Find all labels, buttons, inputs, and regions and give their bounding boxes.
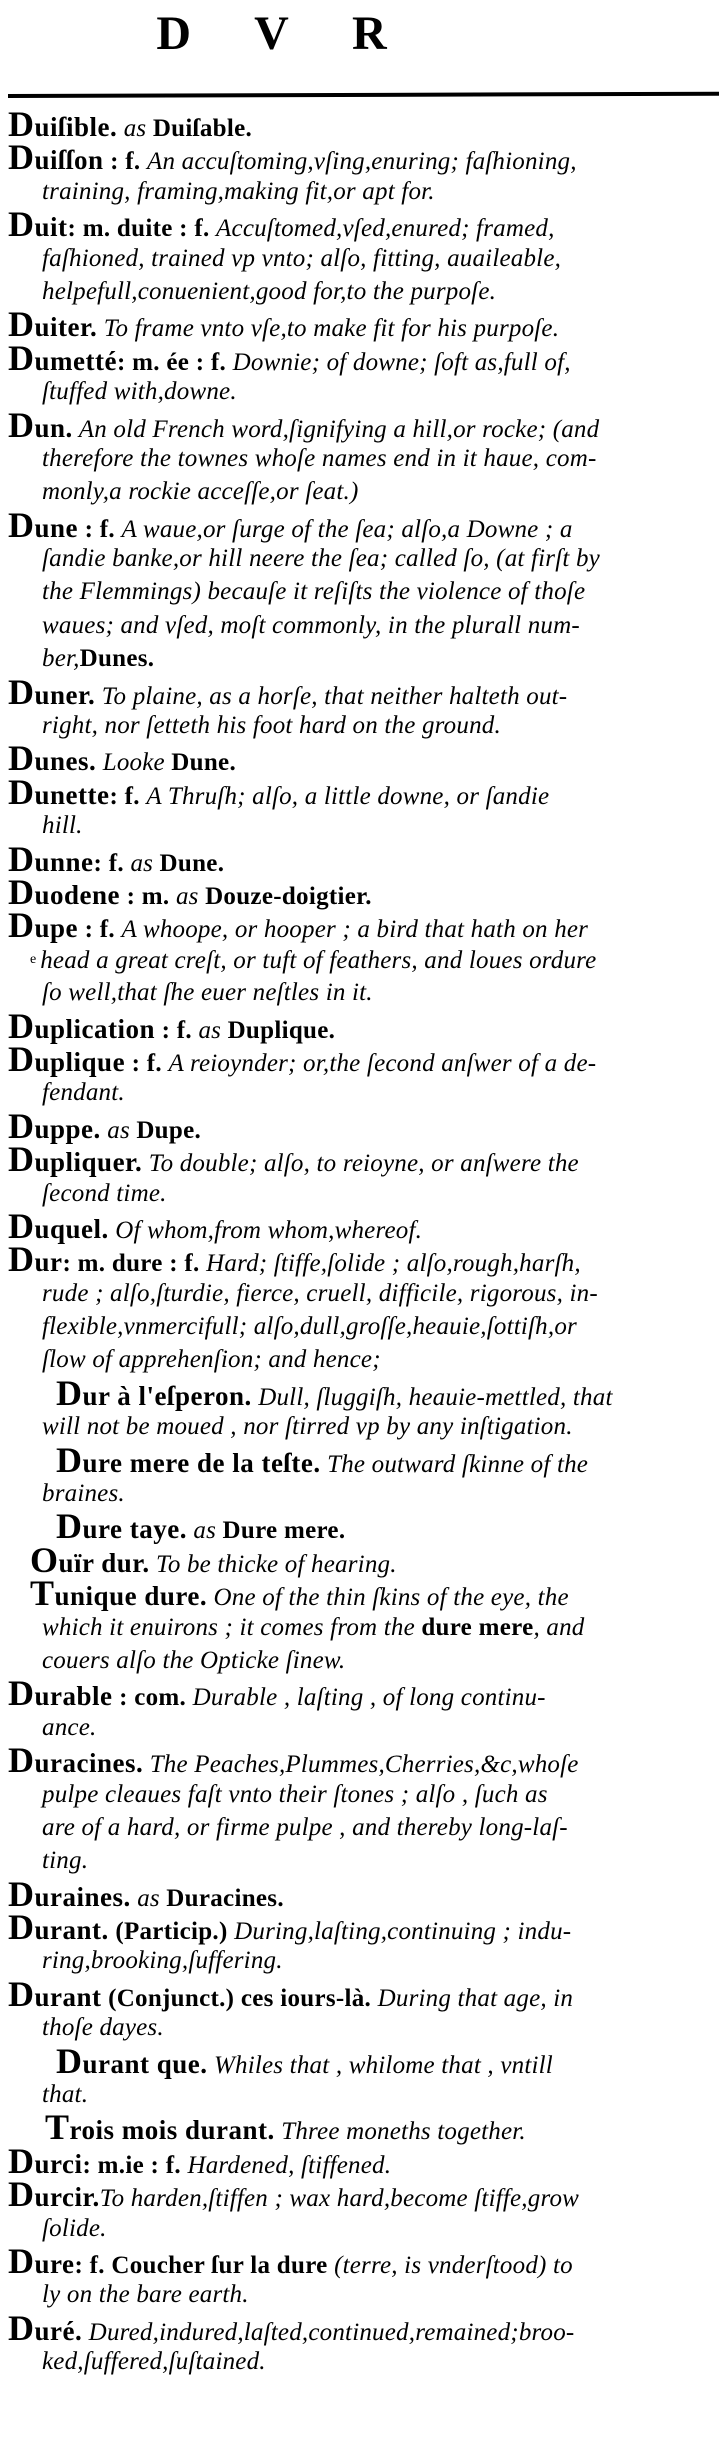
headword-initial-capital: D (8, 1139, 35, 1180)
entry-reference: Duplique. (227, 1016, 336, 1044)
entry-definition: as (100, 1116, 137, 1144)
headword-initial-capital: D (8, 2140, 35, 2181)
entry-line (0, 1277, 719, 1310)
entry-headword: Dupe (8, 905, 79, 946)
entry-definition: Accuſtomed,vſed,enured; framed, (216, 215, 555, 243)
entry-line (0, 1439, 719, 1480)
headword-initial-capital: D (8, 1005, 35, 1046)
entry-definition: the Flemmings) becauſe it reſiſts the violence of thoſe (42, 578, 586, 606)
entry-definition: A whoope, or hooper ; a bird that hath on her (121, 916, 589, 944)
entry-headword: Dunette (8, 771, 110, 812)
entry-definition: head a great creſt, or tuft of feathers, and loues ordure (40, 946, 597, 974)
headword-initial-capital: D (8, 1907, 35, 1948)
entry-headword: Duodene (8, 871, 121, 912)
headword-initial-capital: D (8, 905, 35, 946)
entry-headword: Duppe. (8, 1105, 101, 1146)
entry-definition: as (198, 1016, 228, 1044)
entry-headword: Duplication (8, 1005, 156, 1046)
entry-line (0, 504, 719, 545)
entry-definition: , and (533, 1613, 585, 1641)
entry-reference: dure mere (421, 1613, 534, 1641)
entry-line (0, 642, 719, 675)
entry-headword: Duit (8, 204, 68, 245)
entry-line (0, 175, 719, 208)
entry-definition: One of the thin ſkins of the eye, the (207, 1584, 569, 1612)
headword-initial-capital: D (8, 404, 35, 445)
entry-definition: hill. (42, 812, 83, 840)
entry-definition: rude ; alſo,ſturdie, fierce, cruell, difficile, rigorous, in- (42, 1279, 598, 1307)
entry-reference: : f. Coucher ſur la dure (74, 2252, 335, 2279)
dictionary-text (0, 104, 719, 2379)
entry-definition: faſhioned, trained vp vnto; alſo, fitting, auaileable, (42, 244, 562, 272)
headword-initial-capital: D (56, 1439, 83, 1480)
entry-definition: that. (42, 2081, 89, 2109)
entry-line (0, 475, 719, 508)
entry-line (0, 838, 719, 879)
entry-reference: Dure mere. (222, 1517, 346, 1545)
entry-definition: To be thicke of hearing. (149, 1550, 397, 1578)
entry-definition: ance. (42, 1713, 97, 1741)
headword-initial-capital: D (8, 1740, 35, 1781)
entry-line (0, 2011, 719, 2044)
entry-definition: During,laſting,continuing ; indu- (234, 1918, 572, 1946)
headword-initial-capital: D (8, 1239, 35, 1280)
headword-initial-capital: T (45, 2107, 70, 2148)
entry-line (0, 2078, 719, 2111)
headword-initial-capital: D (8, 1205, 35, 1246)
headword-initial-capital: D (8, 1105, 35, 1146)
entry-line (0, 1076, 719, 1109)
entry-definition: The outward ſkinne of the (320, 1450, 589, 1478)
entry-definition: To frame vnto vſe,to make fit for his purpoſe. (97, 315, 560, 343)
entry-reference: Dunes. (79, 645, 155, 673)
entry-definition: Of whom,from whom,whereof. (108, 1216, 423, 1244)
entry-definition: To plaine, as a horſe, that neither halteth out- (95, 682, 568, 710)
entry-reference: Duracines. (166, 1884, 284, 1912)
entry-definition: as (117, 115, 153, 142)
entry-reference: Duiſable. (152, 115, 253, 142)
entry-headword: Durant (8, 1973, 102, 2014)
entry-headword: Durcir. (8, 2174, 100, 2215)
entry-definition: ber, (42, 645, 80, 673)
entry-line (0, 1205, 719, 1246)
entry-line (0, 905, 719, 946)
entry-definition: couers alſo the Opticke ſinew. (42, 1646, 346, 1674)
entry-headword: Durci (8, 2140, 83, 2181)
entry-reference: : m. dure : f. (62, 1250, 207, 1278)
entry-reference: Dune. (171, 749, 236, 777)
entry-line (0, 1239, 719, 1280)
entry-line (0, 709, 719, 742)
entry-definition: as (130, 849, 160, 877)
entry-line (0, 575, 719, 608)
entry-line (0, 2241, 719, 2281)
entry-line (0, 1310, 719, 1343)
entry-definition: ſolide. (42, 2214, 107, 2242)
headword-initial-capital: D (8, 1873, 35, 1914)
entry-headword: Dure (8, 2241, 75, 2281)
entry-line (0, 1644, 719, 1677)
headword-initial-capital: D (8, 104, 35, 144)
entry-headword: Durant que. (56, 2040, 208, 2081)
entry-line (0, 671, 719, 712)
entry-definition: helpefull,conuenient,good for,to the purpoſe. (42, 277, 497, 305)
entry-definition: as (175, 882, 206, 910)
entry-definition: ſecond time. (42, 1179, 167, 1207)
entry-definition: ſo well,that ſhe euer neſtles in it. (42, 979, 373, 1007)
headword-initial-capital: D (8, 671, 35, 712)
entry-line (0, 1343, 719, 1376)
entry-line (0, 1873, 719, 1914)
entry-definition: Three moneths together. (274, 2118, 526, 2146)
entry-headword: Dumetté (8, 337, 117, 378)
entry-reference: Dupe. (136, 1116, 202, 1144)
entry-definition: fendant. (42, 1079, 125, 1107)
entry-line (0, 2174, 719, 2215)
headword-initial-capital: D (8, 2174, 35, 2215)
entry-line (0, 1038, 719, 1079)
entry-definition: will not be moued , nor ſtirred vp by any inſtigation. (42, 1413, 573, 1441)
entry-headword: Duiſſon (8, 137, 104, 178)
entry-definition: (terre, is vnderſtood) to (334, 2252, 573, 2279)
entry-line (0, 404, 719, 445)
entry-line (0, 304, 719, 345)
entry-definition: An accuſtoming,vſing,enuring; faſhioning, (147, 148, 577, 176)
entry-line (0, 1410, 719, 1443)
headword-initial-capital: D (8, 304, 35, 345)
entry-definition: Hardened, ſtiffened. (187, 2151, 392, 2179)
entry-definition: An old French word,ſignifying a hill,or rocke; (and (72, 415, 600, 443)
entry-headword: Duiſible. (8, 104, 118, 144)
entry-headword: Tunique dure. (30, 1573, 208, 1614)
entry-definition: therefore the townes whoſe names end in it haue, com- (42, 444, 597, 472)
entry-definition: Looke (96, 749, 172, 777)
entry-definition: Dured,indured,laſted,continued,remained;broo- (82, 2318, 575, 2346)
entry-line (0, 137, 719, 178)
entry-line (0, 442, 719, 475)
entry-headword: Duré. (8, 2307, 83, 2348)
entry-line (0, 1711, 719, 1744)
headword-initial-capital: D (8, 771, 35, 812)
entry-line (0, 609, 719, 642)
entry-headword: Duner. (8, 671, 96, 712)
entry-reference: : m. duite : f. (67, 215, 217, 243)
headword-initial-capital: D (8, 337, 35, 378)
page-header: D V R (156, 7, 413, 60)
entry-reference: Douze-doigtier. (205, 882, 372, 910)
entry-definition: Durable , laſting , of long continu- (192, 1684, 546, 1712)
entry-definition: thoſe dayes. (42, 2014, 164, 2042)
entry-definition: waues; and vſed, moſt commonly, in the plurall num- (42, 611, 580, 639)
entry-line (0, 2107, 719, 2148)
headword-initial-capital: D (8, 871, 35, 912)
entry-definition: braines. (42, 1480, 125, 1508)
entry-definition: pulpe cleaues faſt vnto their ſtones ; alſo , ſuch as (42, 1780, 548, 1808)
entry-definition: training, framing,making fit,or apt for. (42, 177, 435, 205)
entry-definition: ting. (42, 1847, 89, 1875)
entry-definition: To harden,ſtiffen ; wax hard,become ſtiffe,grow (99, 2185, 580, 2213)
entry-line (0, 2212, 719, 2245)
entry-reference: (Conjunct.) ces iours-là. (101, 1984, 378, 2012)
entry-definition: ſlow of apprehenſion; and hence; (42, 1346, 381, 1374)
entry-headword: Dur (8, 1239, 63, 1280)
headword-initial-capital: D (8, 504, 35, 545)
entry-reference: : com. (112, 1684, 193, 1712)
entry-definition: The Peaches,Plummes,Cherries,&c,whoſe (143, 1751, 579, 1779)
headword-initial-capital: D (8, 1038, 35, 1079)
entry-definition: monly,a rockie acceſſe,or ſeat.) (42, 478, 359, 506)
entry-definition: which it enuirons ; it comes from the (42, 1613, 422, 1641)
headword-initial-capital: D (8, 738, 35, 779)
entry-reference: : m.ie : f. (82, 2151, 188, 2179)
entry-definition: are of a hard, or firme pulpe , and thereby long-laſ- (42, 1813, 568, 1841)
entry-definition: ked,ſuffered,ſuſtained. (42, 2348, 266, 2376)
entry-line (0, 1673, 719, 1714)
entry-line (0, 1944, 719, 1977)
entry-line (0, 1740, 719, 1781)
headword-initial-capital: T (30, 1573, 55, 1614)
entry-definition: A Thruſh; alſo, a little downe, or ſandie (146, 782, 550, 810)
entry-headword: Dure taye. (56, 1506, 187, 1547)
entry-definition: ly on the bare earth. (42, 2281, 249, 2309)
entry-line (0, 1506, 719, 1547)
entry-line (0, 1844, 719, 1877)
entry-line (0, 1778, 719, 1811)
entry-definition: flexible,vnmercifull; alſo,dull,groſſe,heauie,ſottiſh,or (42, 1313, 577, 1341)
entry-headword: Duquel. (8, 1205, 109, 1246)
entry-headword: Dunne (8, 838, 94, 879)
entry-definition: During that age, in (377, 1984, 574, 2012)
entry-headword: Duplique (8, 1038, 126, 1079)
headword-initial-capital: D (56, 2040, 83, 2081)
entry-line (0, 871, 719, 912)
entry-reference: : f. (155, 1016, 199, 1044)
entry-reference: : f. (103, 148, 147, 176)
entry-definition: as (186, 1517, 223, 1545)
entry-definition: A reioynder; or,the ſecond anſwer of a de- (168, 1049, 597, 1077)
entry-definition: Dull, ſluggiſh, heauie-mettled, that (251, 1383, 613, 1411)
entry-headword: Dun. (8, 404, 73, 445)
entry-line (0, 1611, 719, 1644)
entry-line (0, 1973, 719, 2014)
entry-definition: Hard; ſtiffe,ſolide ; alſo,rough,harſh, (206, 1250, 581, 1278)
entry-definition: ſandie banke,or hill neere the ſea; called ſo, (at firſt by (42, 545, 600, 573)
entry-line (0, 943, 719, 976)
entry-headword: Dune (8, 504, 79, 545)
entry-line (0, 375, 719, 408)
headword-initial-capital: D (56, 1372, 83, 1413)
headword-initial-capital: D (8, 204, 35, 245)
entry-line (0, 204, 719, 245)
entry-line (0, 1139, 719, 1180)
entry-line (0, 2278, 719, 2311)
entry-line (0, 1907, 719, 1948)
entry-reference: : f. (109, 782, 147, 810)
entry-line (0, 738, 719, 779)
entry-reference: Dune. (159, 849, 225, 877)
entry-line (0, 1477, 719, 1510)
entry-line (0, 2040, 719, 2081)
entry-reference: : f. (78, 916, 122, 944)
entry-line (0, 2140, 719, 2181)
entry-line (0, 337, 719, 378)
entry-reference: e (30, 951, 37, 967)
entry-definition: A waue,or ſurge of the ſea; alſo,a Downe ; a (121, 515, 573, 543)
entry-reference: : m. (120, 882, 176, 910)
entry-reference: : f. (125, 1049, 169, 1077)
entry-reference: : f. (78, 515, 122, 543)
entry-headword: Ouïr dur. (30, 1539, 150, 1580)
headword-initial-capital: O (30, 1539, 59, 1580)
entry-headword: Dunes. (8, 738, 97, 779)
header-rule (8, 92, 719, 98)
entry-reference: : m. ée : f. (116, 348, 233, 376)
entry-headword: Duracines. (8, 1740, 144, 1781)
headword-initial-capital: D (8, 2241, 35, 2281)
entry-headword: Trois mois durant. (45, 2107, 275, 2148)
headword-initial-capital: D (8, 1673, 35, 1714)
entry-line (0, 1539, 719, 1580)
entry-line (0, 275, 719, 308)
entry-line (0, 1372, 719, 1413)
headword-initial-capital: D (8, 137, 35, 178)
entry-definition: Downie; of downe; ſoft as,full of, (232, 348, 571, 376)
entry-definition: right, nor ſetteth his foot hard on the ground. (42, 712, 501, 740)
entry-headword: Durant. (8, 1907, 109, 1948)
entry-line (0, 242, 719, 275)
entry-reference: : f. (93, 849, 131, 877)
entry-headword: Dur à l'eſperon. (56, 1372, 252, 1413)
headword-initial-capital: D (56, 1506, 83, 1547)
entry-line (0, 1811, 719, 1844)
entry-definition: as (130, 1884, 167, 1912)
entry-line (0, 104, 719, 144)
entry-definition: ſtuffed with,downe. (42, 378, 237, 406)
entry-line (0, 1105, 719, 1146)
entry-definition: ring,brooking,ſuffering. (42, 1947, 283, 1975)
entry-line (0, 2307, 719, 2348)
entry-definition: To double; alſo, to reioyne, or anſwere the (142, 1150, 579, 1178)
headword-initial-capital: D (8, 838, 35, 879)
entry-headword: Dure mere de la teſte. (56, 1439, 321, 1480)
headword-initial-capital: D (8, 2307, 35, 2348)
entry-line (0, 771, 719, 812)
entry-line (0, 1573, 719, 1614)
entry-reference: (Particip.) (108, 1918, 235, 1946)
entry-line (0, 2345, 719, 2378)
entry-headword: Dupliquer. (8, 1139, 143, 1180)
entry-headword: Duiter. (8, 304, 98, 345)
entry-line (0, 542, 719, 575)
entry-headword: Durable (8, 1673, 113, 1714)
entry-line (0, 1005, 719, 1046)
headword-initial-capital: D (8, 1973, 35, 2014)
entry-line (0, 809, 719, 842)
entry-line (0, 976, 719, 1009)
entry-line (0, 1177, 719, 1210)
entry-definition: Whiles that , whilome that , vntill (207, 2051, 553, 2079)
entry-headword: Duraines. (8, 1873, 131, 1914)
